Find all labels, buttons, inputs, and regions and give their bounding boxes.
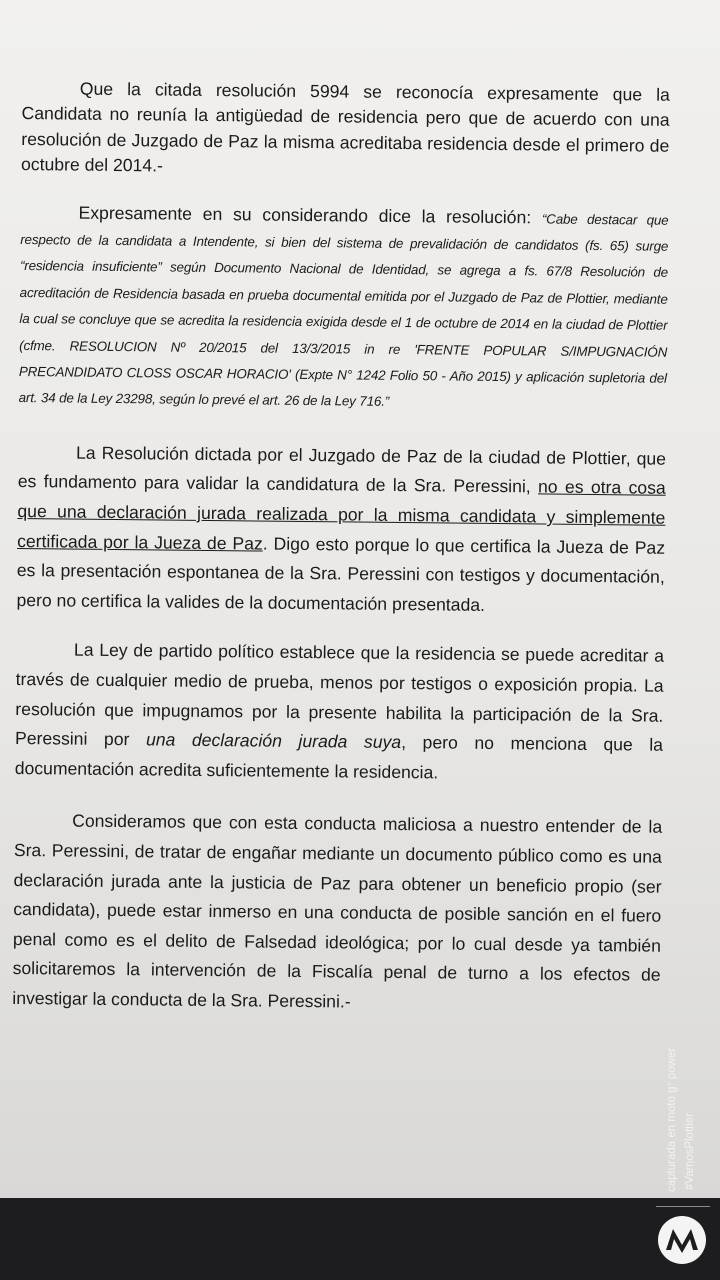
resolution-quote: “Cabe destacar que respecto de la candidata a Intendente, si bien del sistema de prevalidación de candidatos (fs. 65) surge “residencia insuficiente” según Documento Nacional de Identidad, se agrega a fs. 67/8 Resolución de acreditación de Residencia basada en prueba documental emitida por el Juzgado de Paz de Plottier, mediante la cual se concluye que se acredita la residencia exigida desde el 1 de octubre de 2014 en la ciudad de Plottier (cfme. RESOLUCION Nº 20/2015 del 13/3/2015 in re 'FRENTE POPULAR S/IMPUGNACIÓN PRECANDIDATO CLOSS OSCAR HORACIO' (Expte N° 1242 Folio 50 - Año 2015) y aplicación supletoria del art. 34 de la Ley 23298, según lo prevé el art. 26 de la Ley 716.” [18,211,669,410]
underlined-statement: no es otra cosa que una declaración jurada realizada por la misma candidata y simplemente certificada por la Jueza de Paz [17,476,666,554]
paragraph-2 [18,200,668,418]
camera-watermark [654,1030,708,1200]
paragraph-4-text: La Ley de partido político establece que la residencia se puede acreditar a través de cualquier medio de prueba, menos por testigos o exposición propia. La resolución que impugnamos por la presente habilita la participación de la Sra. Peressini por [14,640,665,750]
document-body [12,76,670,1020]
paragraph-3-continuation: . Digo esto porque lo que certifica la Jueza de Paz es la presentación espontanea de la Sra. Peressini con testigos y documentación, pero no certifica la valides de la documentación presentada. [16,533,666,615]
paragraph-1: Que la citada resolución 5994 se reconocía expresamente que la Candidata no reunía la antigüedad de residencia pero que de acuerdo con una resolución de Juzgado de Paz la misma acreditaba residencia desde el primero de octubre del 2014.- [20,78,670,176]
paragraph-3 [16,438,666,622]
watermark-divider [656,1206,710,1207]
paragraph-2-intro: Expresamente en su considerando dice la resolución: [78,202,532,227]
paragraph-4 [15,635,665,790]
italic-phrase: una declaración jurada suya [145,729,402,753]
paragraph-4-continuation: , pero no menciona que la documentación acredita suficientemente la residencia. [14,732,664,783]
paragraph-3-text: La Resolución dictada por el Juzgado de Paz de la ciudad de Plottier, que es fundamento para validar la candidatura de la Sra. Peressini, [17,442,667,497]
watermark-hashtag: #VamosPlottier [684,1112,696,1190]
motorola-logo-icon [657,1215,707,1265]
paragraph-5: Consideramos que con esta conducta maliciosa a nuestro entender de la Sra. Peressini, de tratar de engañar mediante un documento público como es una declaración jurada ante la justicia de Paz para obtener un beneficio propio (ser candidata), puede estar inmerso en una conducta de posible sanción en el fuero penal como es el delito de Falsedad ideológica; por lo cual desde ya también solicitaremos la intervención de la Fiscalía penal de turno a los efectos de investigar la conducta de la Sra. Peressini.- [12,810,663,1012]
watermark-caption: capturada en moto g⁷ power [666,1047,678,1192]
